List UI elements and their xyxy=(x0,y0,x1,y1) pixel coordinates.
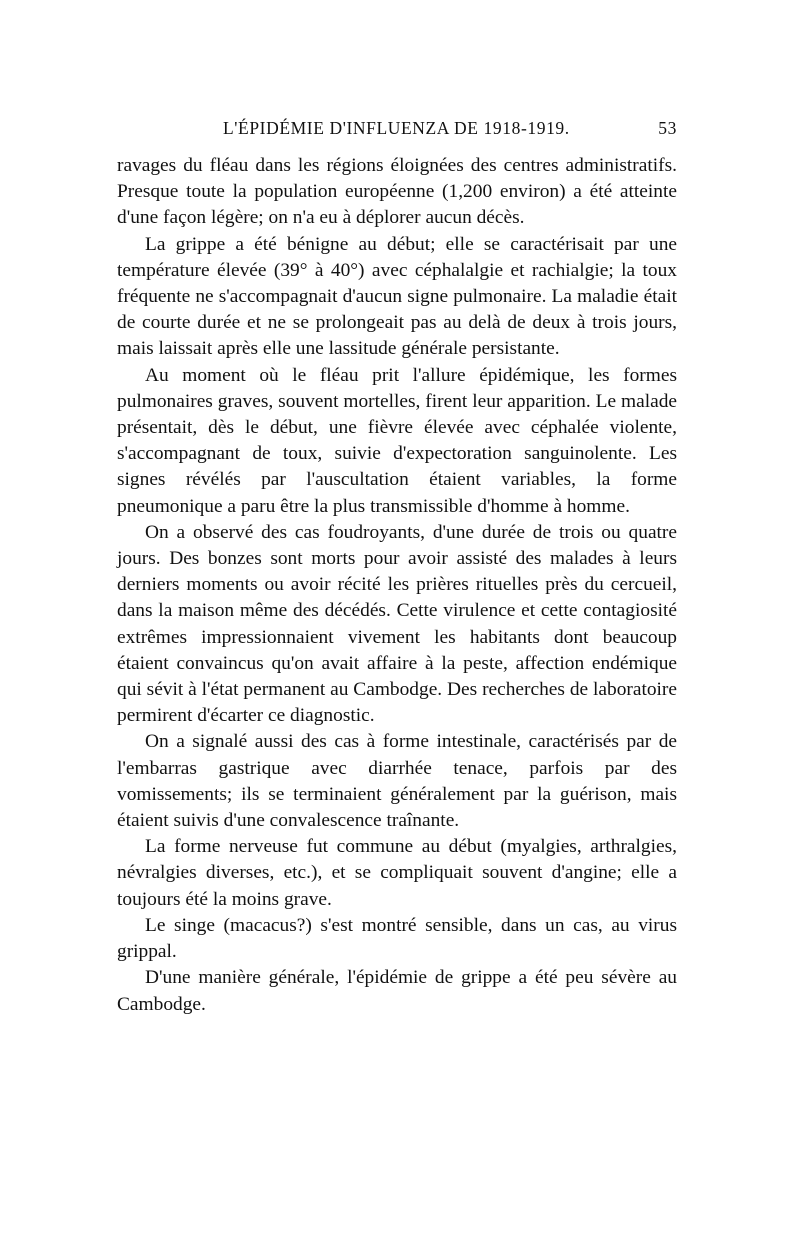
paragraph-2: La grippe a été bénigne au début; elle se caractérisait par une température élevée (39° à 40°) avec céphalalgie et rachialgie; la toux fréquente ne s'accompagnait d'aucun signe pulmonaire. La maladie était de courte durée et ne se prolongeait pas au delà de deux à trois jours, mais laissait après elle une lassitude générale persistante. xyxy=(117,233,677,360)
body-text xyxy=(117,153,677,1018)
page-number: 53 xyxy=(658,118,677,138)
running-head xyxy=(117,114,677,144)
paragraph-7: Le singe (macacus?) s'est montré sensible, dans un cas, au virus grippal. xyxy=(117,914,677,963)
paragraph-5: On a signalé aussi des cas à forme intestinale, caractérisés par de l'embarras gastrique avec diarrhée tenace, parfois par des vomissements; ils se terminaient généralement par la guérison, mais étaient suivis d'une convalescence traînante. xyxy=(117,731,677,832)
paragraph-4: On a observé des cas foudroyants, d'une durée de trois ou quatre jours. Des bonzes sont morts pour avoir assisté des malades à leurs derniers moments ou avoir récité les prières rituelles près du cercueil, dans la maison même des décédés. Cette virulence et cette contagiosité extrêmes impressionnaient vivement les habitants dont beaucoup étaient convaincus qu'on avait affaire à la peste, affection endémique qui sévit à l'état permanent au Cambodge. Des recherches de laboratoire permirent d'écarter ce diagnostic. xyxy=(117,521,677,727)
paragraph-3: Au moment où le fléau prit l'allure épidémique, les formes pulmonaires graves, souvent mortelles, firent leur apparition. Le malade présentait, dès le début, une fièvre élevée avec céphalée violente, s'accompagnant de toux, suivie d'expectoration sanguinolente. Les signes révélés par l'auscultation étaient variables, la forme pneumonique a paru être la plus transmissible d'homme à homme. xyxy=(117,364,677,517)
paragraph-8: D'une manière générale, l'épidémie de grippe a été peu sévère au Cambodge. xyxy=(117,967,677,1015)
paragraph-6: La forme nerveuse fut commune au début (myalgies, arthralgies, névralgies diverses, etc.), et se compliquait souvent d'angine; elle a toujours été la moins grave. xyxy=(117,836,677,910)
running-title: L'ÉPIDÉMIE D'INFLUENZA DE 1918-1919. xyxy=(223,118,570,138)
book-page xyxy=(117,114,677,1018)
paragraph-1: ravages du fléau dans les régions éloignées des centres administratifs. Presque toute la population européenne (1,200 environ) a été atteinte d'une façon légère; on n'a eu à déplorer aucun décès. xyxy=(117,155,677,229)
